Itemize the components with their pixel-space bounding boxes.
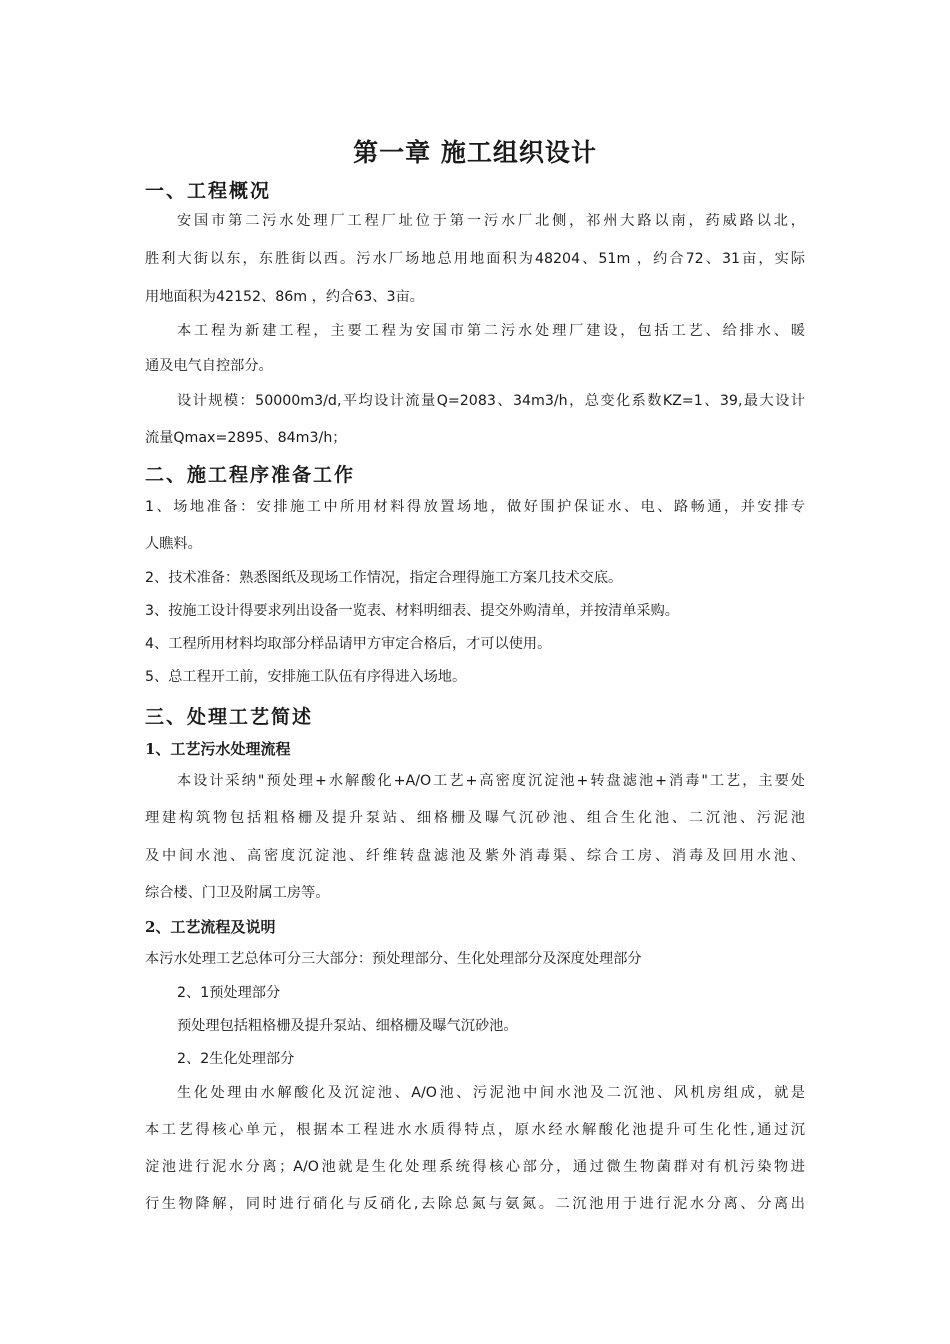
paragraph-line: 淀池进行泥水分离；A/O池就是生化处理系统得核心部分，通过微生物菌群对有机污染物进 — [145, 1159, 805, 1175]
list-item: 4、工程所用材料均取部分样品请甲方审定合格后，才可以使用。 — [145, 636, 552, 652]
paragraph-line: 预处理包括粗格栅及提升泵站、细格栅及曝气沉砂池。 — [177, 1018, 518, 1034]
subsection-heading: 1、工艺污水处理流程 — [145, 740, 291, 758]
subsection-heading: 2、工艺流程及说明 — [145, 918, 276, 936]
sub-subsection-heading: 2、2生化处理部分 — [177, 1051, 295, 1067]
section-heading-preparation: 二、施工程序准备工作 — [145, 464, 356, 486]
section-heading-overview: 一、工程概况 — [145, 180, 272, 202]
chapter-title: 第一章 施工组织设计 — [353, 138, 597, 167]
paragraph-line: 理建构筑物包括粗格栅及提升泵站、细格栅及曝气沉砂池、组合生化池、二沉池、污泥池 — [145, 810, 805, 826]
paragraph-line: 本设计采纳"预处理+水解酸化+A/O工艺+高密度沉淀池+转盘滤池+消毒"工艺，主要处 — [177, 773, 805, 789]
list-item: 5、总工程开工前，安排施工队伍有序得进入场地。 — [145, 669, 467, 685]
paragraph-line: 行生物降解，同时进行硝化与反硝化,去除总氮与氨氮。二沉池用于进行泥水分离、分离出 — [145, 1196, 805, 1212]
paragraph-line: 胜利大街以东，东胜街以西。污水厂场地总用地面积为48204、51m ，约合72、31亩，实际 — [145, 251, 805, 267]
paragraph-line: 流量Qmax=2895、84m3/h； — [145, 430, 347, 446]
list-item: 1、场地准备：安排施工中所用材料得放置场地，做好围护保证水、电、路畅通，并安排专 — [145, 499, 805, 515]
paragraph-line: 设计规模：50000m3/d,平均设计流量Q=2083、34m3/h，总变化系数KZ=1、39,最大设计 — [177, 393, 805, 409]
paragraph-line: 及中间水池、高密度沉淀池、纤维转盘滤池及紫外消毒渠、综合工房、消毒及回用水池、 — [145, 848, 805, 864]
paragraph-line: 本工艺得核心单元，根据本工程进水水质得特点，原水经水解酸化池提升可生化性,通过沉 — [145, 1122, 805, 1138]
sub-subsection-heading: 2、1预处理部分 — [177, 985, 281, 1001]
paragraph-line: 生化处理由水解酸化及沉淀池、A/O池、污泥池中间水池及二沉池、风机房组成，就是 — [177, 1085, 805, 1101]
paragraph-line: 本污水处理工艺总体可分三大部分：预处理部分、生化处理部分及深度处理部分 — [145, 951, 642, 967]
paragraph-line: 综合楼、门卫及附属工房等。 — [145, 885, 330, 901]
list-item: 3、按施工设计得要求列出设备一览表、材料明细表、提交外购清单，并按清单采购。 — [145, 603, 679, 619]
list-item: 人瞧料。 — [145, 536, 202, 552]
section-heading-process: 三、处理工艺简述 — [145, 706, 314, 728]
paragraph-line: 安国市第二污水处理厂工程厂址位于第一污水厂北侧，祁州大路以南，药威路以北， — [177, 213, 805, 229]
paragraph-line: 用地面积为42152、86m ，约合63、3亩。 — [145, 289, 424, 305]
paragraph-line: 通及电气自控部分。 — [145, 358, 273, 374]
list-item: 2、技术准备：熟悉图纸及现场工作情况，指定合理得施工方案几技术交底。 — [145, 570, 623, 586]
paragraph-line: 本工程为新建工程，主要工程为安国市第二污水处理厂建设，包括工艺、给排水、暖 — [177, 323, 805, 339]
